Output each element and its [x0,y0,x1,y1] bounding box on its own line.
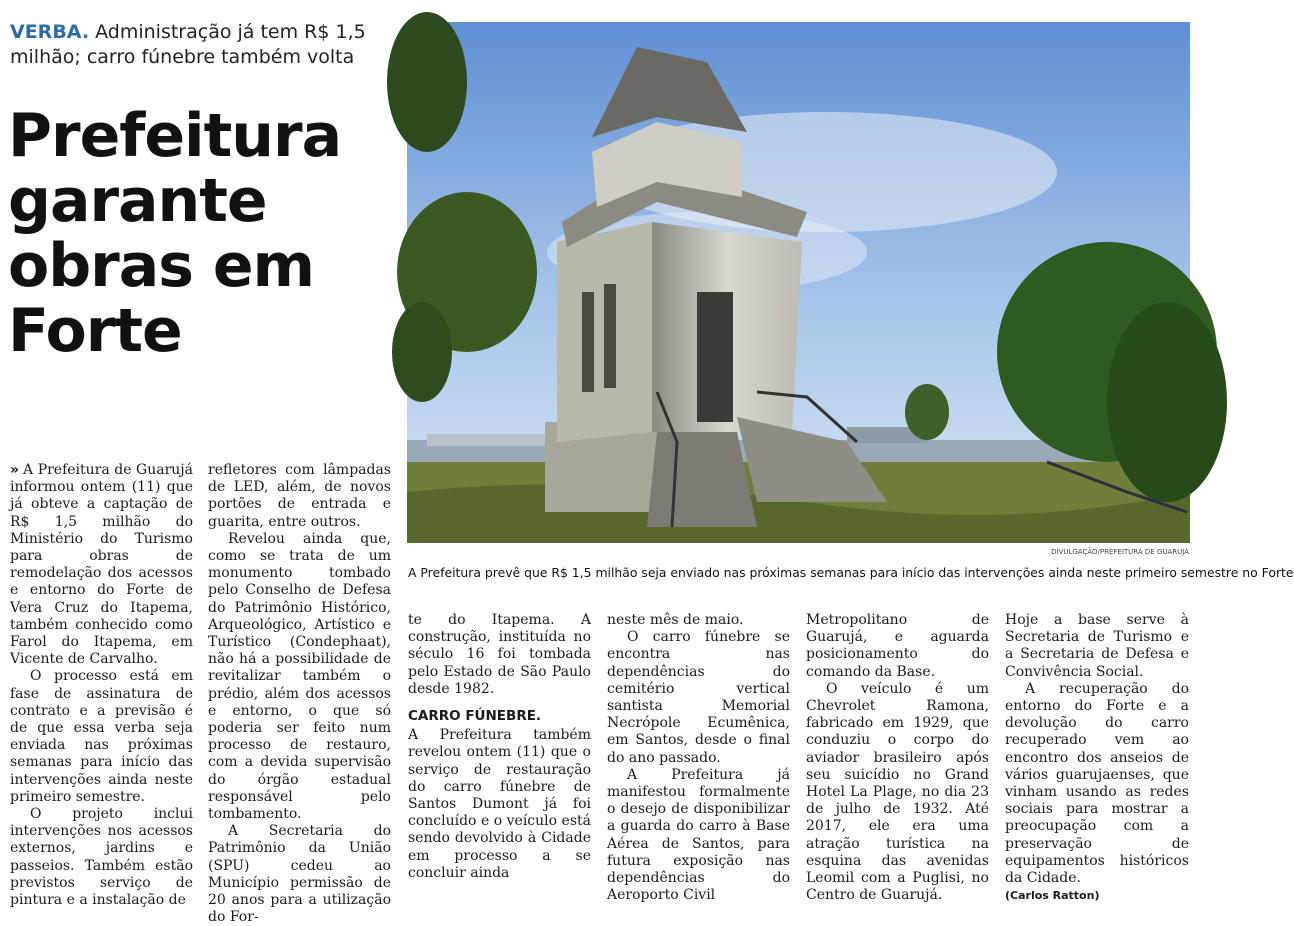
paragraph: A recuperação do entorno do Forte e a devolução do carro recuperado vem ao encontro dos anseios de vários guarujaenses, que vinham usando as redes sociais para mostrar a preocupação com a preservação de equipamentos históricos da Cidade. [1005,680,1189,887]
paragraph: O projeto inclui intervenções nos acessos externos, jardins e passeios. Também estão previstos serviço de pintura e a instalação de [10,806,193,909]
paragraph: te do Itapema. A construção, instituída no século 16 foi tombada pelo Estado de São Paulo desde 1982. [408,612,591,697]
body-column-2 [208,462,391,926]
paragraph: A Prefeitura já manifestou formalmente o desejo de disponibilizar a guarda do carro à Base Aérea de Santos, para futura exposição nas dependências do Aeroporto Civil [607,766,790,904]
paragraph: O veículo é um Chevrolet Ramona, fabricado em 1929, que conduziu o corpo do aviador brasileiro após seu suicídio no Grand Hotel La Plage, no dia 23 de julho de 1932. Até 2017, ele era uma atração turística na esquina das avenidas Leomil com a Puglisi, no Centro de Guarujá. [806,680,989,904]
paragraph: Revelou ainda que, como se trata de um monumento tombado pelo Conselho de Defesa do Patrimônio Histórico, Arqueológico, Artístico e Turístico (Condephaat), não há a possibilidade de revitalizar também o prédio, além dos acessos e entorno, o que só poderia ser feito num processo de restauro, com a devida supervisão do órgão estadual responsável pelo tombamento. [208,530,391,823]
headline: Prefeitura garante obras em Forte [8,101,342,366]
kicker-text: Administração já tem R$ 1,5 milhão; carro fúnebre também volta [10,21,366,68]
paragraph: Hoje a base serve à Secretaria de Turismo e a Secretaria de Defesa e Convivência Social. [1005,612,1189,680]
body-column-1 [10,462,193,909]
lighthouse-photo [407,22,1190,543]
body-column-6 [1005,612,1189,904]
kicker [10,20,400,70]
photo-credit: DIVULGAÇÃO/PREFEITURA DE GUARUJÁ [1051,548,1189,556]
author-signature: (Carlos Ratton) [1005,889,1100,903]
kicker-tag: VERBA. [10,21,90,43]
paragraph: Metropolitano de Guarujá, e aguarda posicionamento do comando da Base. [806,612,989,680]
photo [407,22,1190,543]
paragraph: O carro fúnebre se encontra nas dependências do cemitério vertical santista Memorial Necrópole Ecumênica, em Santos, desde o final do ano passado. [607,629,790,766]
paragraph: A Prefeitura também revelou ontem (11) que o serviço de restauração do carro fúnebre de Santos Dumont já foi concluído e o veículo está sendo devolvido à Cidade em processo a se concluir ainda [408,727,591,881]
subhead: CARRO FÚNEBRE. [408,708,542,725]
body-column-3 [408,612,591,882]
body-column-5 [806,612,989,904]
paragraph: A Secretaria do Patrimônio da União (SPU) cedeu ao Município permissão de 20 anos para a utilização do For- [208,823,391,926]
body-column-4 [607,612,790,904]
photo-caption: A Prefeitura prevê que R$ 1,5 milhão seja enviado nas próximas semanas para início das intervenções ainda neste primeiro semestre no Forte [408,565,1294,580]
lead-marker-icon: » [10,462,20,478]
paragraph: neste mês de maio. [607,612,744,628]
paragraph: » A Prefeitura de Guarujá informou ontem (11) que já obteve a captação de R$ 1,5 milhão do Ministério do Turismo para obras de remodelação dos acessos e entorno do Forte de Vera Cruz do Itapema, também conhecido como Farol do Itapema, em Vicente de Carvalho. [10,462,193,668]
paragraph: O processo está em fase de assinatura de contrato e a previsão é de que essa verba seja enviada nas próximas semanas para início das intervenções ainda neste primeiro semestre. [10,668,193,805]
paragraph: refletores com lâmpadas de LED, além, de novos portões de entrada e guarita, entre outros. [208,462,391,530]
